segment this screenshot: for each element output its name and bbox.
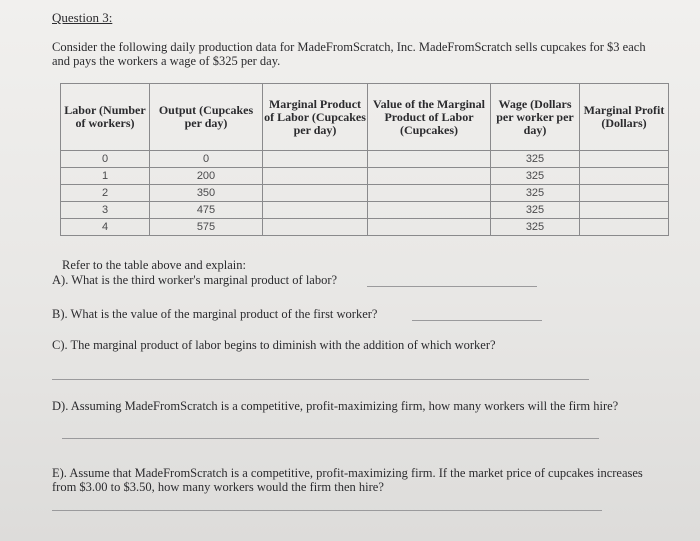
- cell-marginal-profit[interactable]: [580, 185, 669, 202]
- cell-labor: 2: [61, 185, 150, 202]
- cell-vmpl[interactable]: [368, 168, 491, 185]
- table-row: [61, 168, 669, 185]
- cell-output: 0: [150, 151, 263, 168]
- cell-wage: 325: [491, 151, 580, 168]
- cell-vmpl[interactable]: [368, 219, 491, 236]
- cell-mpl[interactable]: [263, 185, 368, 202]
- cell-marginal-profit[interactable]: [580, 202, 669, 219]
- answer-c-line[interactable]: [52, 379, 589, 380]
- table-row: [61, 151, 669, 168]
- answer-a-line[interactable]: [367, 286, 537, 287]
- cell-mpl[interactable]: [263, 219, 368, 236]
- cell-marginal-profit[interactable]: [580, 219, 669, 236]
- cell-vmpl[interactable]: [368, 202, 491, 219]
- cell-mpl[interactable]: [263, 151, 368, 168]
- cell-labor: 4: [61, 219, 150, 236]
- cell-vmpl[interactable]: [368, 185, 491, 202]
- header-labor: Labor (Number of workers): [61, 84, 150, 151]
- question-a: A). What is the third worker's marginal product of labor?: [52, 273, 338, 287]
- cell-labor: 1: [61, 168, 150, 185]
- table-row: [61, 185, 669, 202]
- header-output: Output (Cupcakes per day): [150, 84, 263, 151]
- cell-marginal-profit[interactable]: [580, 168, 669, 185]
- cell-output: 575: [150, 219, 263, 236]
- table-row: [61, 219, 669, 236]
- cell-wage: 325: [491, 202, 580, 219]
- cell-mpl[interactable]: [263, 202, 368, 219]
- answer-b-line[interactable]: [412, 320, 542, 321]
- production-table: [60, 83, 669, 236]
- cell-wage: 325: [491, 219, 580, 236]
- question-e: E). Assume that MadeFromScratch is a competitive, profit-maximizing firm. If the market price of cupcakes increases from $3.00 to $3.50, how many workers would the firm then hire?: [52, 466, 643, 494]
- question-b: B). What is the value of the marginal product of the first worker?: [52, 307, 378, 321]
- header-marginal-profit: Marginal Profit (Dollars): [580, 84, 669, 151]
- intro-text: Consider the following daily production data for MadeFromScratch, Inc. MadeFromScratch sells cupcakes for $3 each and pays the workers a wage of $325 per day.: [52, 40, 646, 68]
- cell-marginal-profit[interactable]: [580, 151, 669, 168]
- refer-instruction: Refer to the table above and explain:: [62, 258, 246, 272]
- cell-output: 350: [150, 185, 263, 202]
- answer-d-line[interactable]: [62, 438, 599, 439]
- table-header-row: [61, 84, 669, 151]
- header-wage: Wage (Dollars per worker per day): [491, 84, 580, 151]
- question-c: C). The marginal product of labor begins to diminish with the addition of which worker?: [52, 338, 496, 352]
- cell-output: 200: [150, 168, 263, 185]
- header-mpl: Marginal Product of Labor (Cupcakes per day): [263, 84, 368, 151]
- table-row: [61, 202, 669, 219]
- cell-output: 475: [150, 202, 263, 219]
- cell-wage: 325: [491, 185, 580, 202]
- header-vmpl: Value of the Marginal Product of Labor (Cupcakes): [368, 84, 491, 151]
- question-title: Question 3:: [52, 10, 113, 25]
- cell-labor: 3: [61, 202, 150, 219]
- answer-e-line[interactable]: [52, 510, 602, 511]
- cell-vmpl[interactable]: [368, 151, 491, 168]
- cell-labor: 0: [61, 151, 150, 168]
- cell-mpl[interactable]: [263, 168, 368, 185]
- question-d: D). Assuming MadeFromScratch is a competitive, profit-maximizing firm, how many workers will the firm hire?: [52, 399, 619, 413]
- cell-wage: 325: [491, 168, 580, 185]
